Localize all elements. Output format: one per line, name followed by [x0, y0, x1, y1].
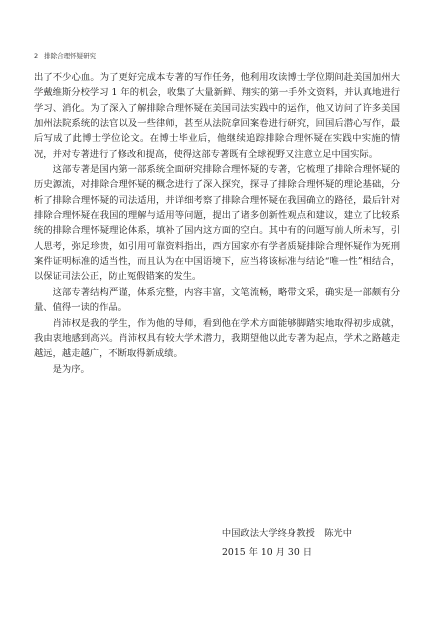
- signature-name: 中国政法大学终身教授 陈光中: [221, 528, 352, 539]
- paragraph-continuation: 出了不少心血。为了更好完成本专著的写作任务，他利用攻读博士学位期间赴美国加州大学戴维斯分校学习 1 年的机会，收集了大量新鲜、翔实的第一手外文资料，并认真地进行学习、消化。为了深入了解排除合理怀疑在美国司法实践中的运作，他又访问了许多美国加州法院系统的法官以及一些律师，甚至从法院拿回案卷进行研究，回国后潜心写作，最后写成了此博士学位论文。在博士毕业后，他继续追踪排除合理怀疑在实践中实施的情况，并对专著进行了修改和提高，使得这部专著既有全球视野又注意立足中国实际。: [34, 72, 400, 160]
- paragraph-evaluation: 这部专著结构严谨，体系完整，内容丰富，文笔流畅，略带文采，确实是一部颇有分量、值得一读的作品。: [34, 286, 400, 314]
- running-header: [34, 52, 96, 60]
- preface-body: [34, 70, 400, 377]
- paragraph-closing: 是为序。: [52, 363, 90, 375]
- paragraph-monograph-summary: 这部专著是国内第一部系统全面研究排除合理怀疑的专著，它梳理了排除合理怀疑的历史源流，对排除合理怀疑的概念进行了深入探究，探寻了排除合理怀疑的理论基础，分析了排除合理怀疑的司法适用，并详细考察了排除合理怀疑在我国确立的路径，最后针对排除合理怀疑在我国的理解与适用等问题，提出了诸多创新性观点和建议，建立了比较系统的排除合理怀疑理论体系，填补了国内这方面的空白。其中有的问题写前人所未写，引人思考，弥足珍贵，如引用可靠资料指出，西方国家亦有学者质疑排除合理怀疑作为死刑案件证明标准的适当性，而且认为在中国语境下，应当将该标准与结论“唯一性”相结合，以保证司法公正，防止冤假错案的发生。: [34, 164, 400, 283]
- paragraph-student: 肖沛权是我的学生，作为他的导师，看到他在学术方面能够脚踏实地取得初步成就，我由衷地感到高兴。肖沛权具有较大学术潜力，我期望他以此专著为起点，学术之路越走越远，越走越广，不断取得新成绩。: [34, 317, 400, 360]
- page-number: 2: [34, 52, 39, 60]
- signature-date: 2015 年 10 月 30 日: [222, 547, 312, 558]
- running-title: 排除合理怀疑研究: [44, 52, 97, 60]
